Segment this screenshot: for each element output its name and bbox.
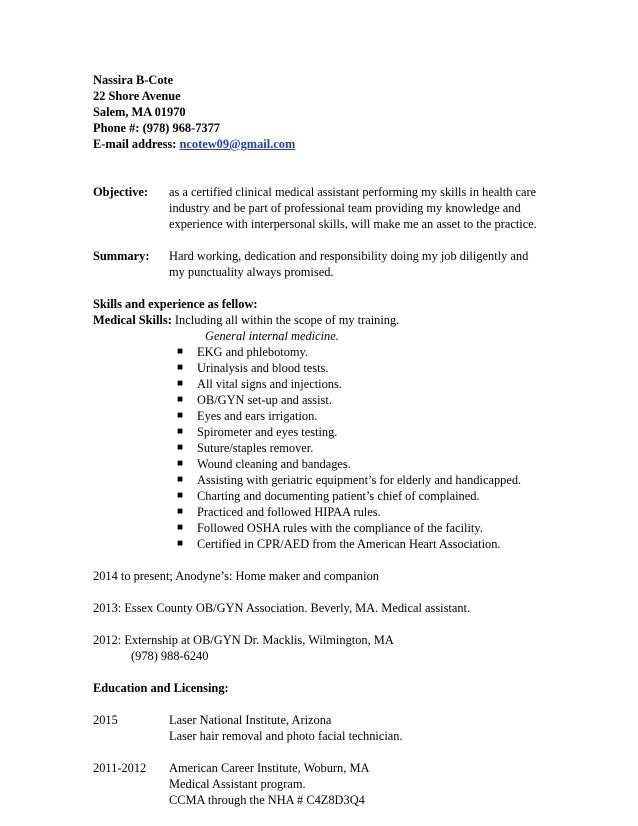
education-year: 2015: [93, 713, 118, 727]
skills-list: [93, 344, 563, 552]
objective-line: experience with interpersonal skills, will make me an asset to the practice.: [169, 217, 537, 231]
medical-skills-line: [93, 312, 563, 328]
skill-text: Practiced and followed HIPAA rules.: [197, 505, 381, 519]
square-bullet-icon: ■: [177, 378, 184, 389]
experience-entry: 2012: Externship at OB/GYN Dr. Macklis, Wilmington, MA: [93, 633, 394, 647]
skill-text: Spirometer and eyes testing.: [197, 425, 338, 439]
square-bullet-icon: ■: [177, 394, 184, 405]
contact-block: [93, 72, 563, 152]
skill-text: EKG and phlebotomy.: [197, 345, 309, 359]
resume-page: [93, 72, 563, 808]
skill-text: Eyes and ears irrigation.: [197, 409, 318, 423]
skill-text: Certified in CPR/AED from the American Heart Association.: [197, 537, 501, 551]
skills-heading: Skills and experience as fellow:: [93, 297, 258, 311]
square-bullet-icon: ■: [177, 538, 184, 549]
email-link[interactable]: ncotew09@gmail.com: [179, 137, 296, 151]
education-entry: [93, 712, 563, 744]
skill-text: All vital signs and injections.: [197, 377, 342, 391]
email-label: E-mail address:: [93, 137, 180, 151]
square-bullet-icon: ■: [177, 458, 184, 469]
square-bullet-icon: ■: [177, 522, 184, 533]
skill-text: Charting and documenting patient’s chief of complained.: [197, 489, 480, 503]
summary-section: [93, 248, 563, 280]
experience-phone: (978) 988-6240: [131, 649, 209, 663]
list-item: [93, 504, 563, 520]
skill-text: OB/GYN set-up and assist.: [197, 393, 332, 407]
summary-line: Hard working, dedication and responsibility doing my job diligently and: [169, 249, 529, 263]
experience-entry: 2014 to present; Anodyne’s: Home maker and companion: [93, 569, 379, 583]
candidate-name: Nassira B-Cote: [93, 73, 174, 87]
square-bullet-icon: ■: [177, 506, 184, 517]
list-item: [93, 472, 563, 488]
list-item: [93, 376, 563, 392]
skill-text: Assisting with geriatric equipment’s for elderly and handicapped.: [197, 473, 522, 487]
experience-section: [93, 568, 563, 664]
objective-label: Objective:: [93, 185, 149, 199]
list-item: [93, 536, 563, 552]
square-bullet-icon: ■: [177, 474, 184, 485]
objective-line: as a certified clinical medical assistant performing my skills in health care: [169, 185, 537, 199]
list-item: [93, 392, 563, 408]
education-line: Laser hair removal and photo facial technician.: [169, 729, 403, 743]
skill-text: Urinalysis and blood tests.: [197, 361, 329, 375]
street-address: 22 Shore Avenue: [93, 89, 181, 103]
skill-text: Followed OSHA rules with the compliance of the facility.: [197, 521, 483, 535]
phone-number: Phone #: (978) 968-7377: [93, 121, 220, 135]
list-item: [93, 440, 563, 456]
list-item: [93, 344, 563, 360]
objective-text: [169, 184, 563, 232]
education-entry: [93, 760, 563, 808]
education-section: [93, 680, 563, 808]
experience-entry: 2013: Essex County OB/GYN Association. Beverly, MA. Medical assistant.: [93, 601, 471, 615]
summary-label: Summary:: [93, 249, 150, 263]
education-details: [169, 712, 403, 744]
square-bullet-icon: ■: [177, 410, 184, 421]
objective-section: [93, 184, 563, 232]
list-item: [93, 424, 563, 440]
list-item: [93, 520, 563, 536]
skills-subheading: General internal medicine.: [205, 329, 339, 343]
summary-line: my punctuality always promised.: [169, 265, 334, 279]
list-item: [93, 408, 563, 424]
list-item: [93, 360, 563, 376]
education-line: Medical Assistant program.: [169, 777, 306, 791]
education-line: CCMA through the NHA # C4Z8D3Q4: [169, 793, 365, 807]
square-bullet-icon: ■: [177, 346, 184, 357]
square-bullet-icon: ■: [177, 426, 184, 437]
education-heading: Education and Licensing:: [93, 681, 229, 695]
education-line: American Career Institute, Woburn, MA: [169, 761, 370, 775]
education-line: Laser National Institute, Arizona: [169, 713, 332, 727]
medical-skills-label: Medical Skills:: [93, 313, 172, 327]
skills-section: [93, 296, 563, 552]
city-state-zip: Salem, MA 01970: [93, 105, 186, 119]
square-bullet-icon: ■: [177, 490, 184, 501]
email-line: [93, 136, 563, 152]
skill-text: Suture/staples remover.: [197, 441, 314, 455]
list-item: [93, 488, 563, 504]
medical-skills-intro: Including all within the scope of my training.: [171, 313, 400, 327]
objective-line: industry and be part of professional team providing my knowledge and: [169, 201, 521, 215]
square-bullet-icon: ■: [177, 442, 184, 453]
square-bullet-icon: ■: [177, 362, 184, 373]
skill-text: Wound cleaning and bandages.: [197, 457, 351, 471]
education-year: 2011-2012: [93, 761, 147, 775]
summary-text: [169, 248, 563, 280]
education-details: [169, 760, 369, 808]
list-item: [93, 456, 563, 472]
